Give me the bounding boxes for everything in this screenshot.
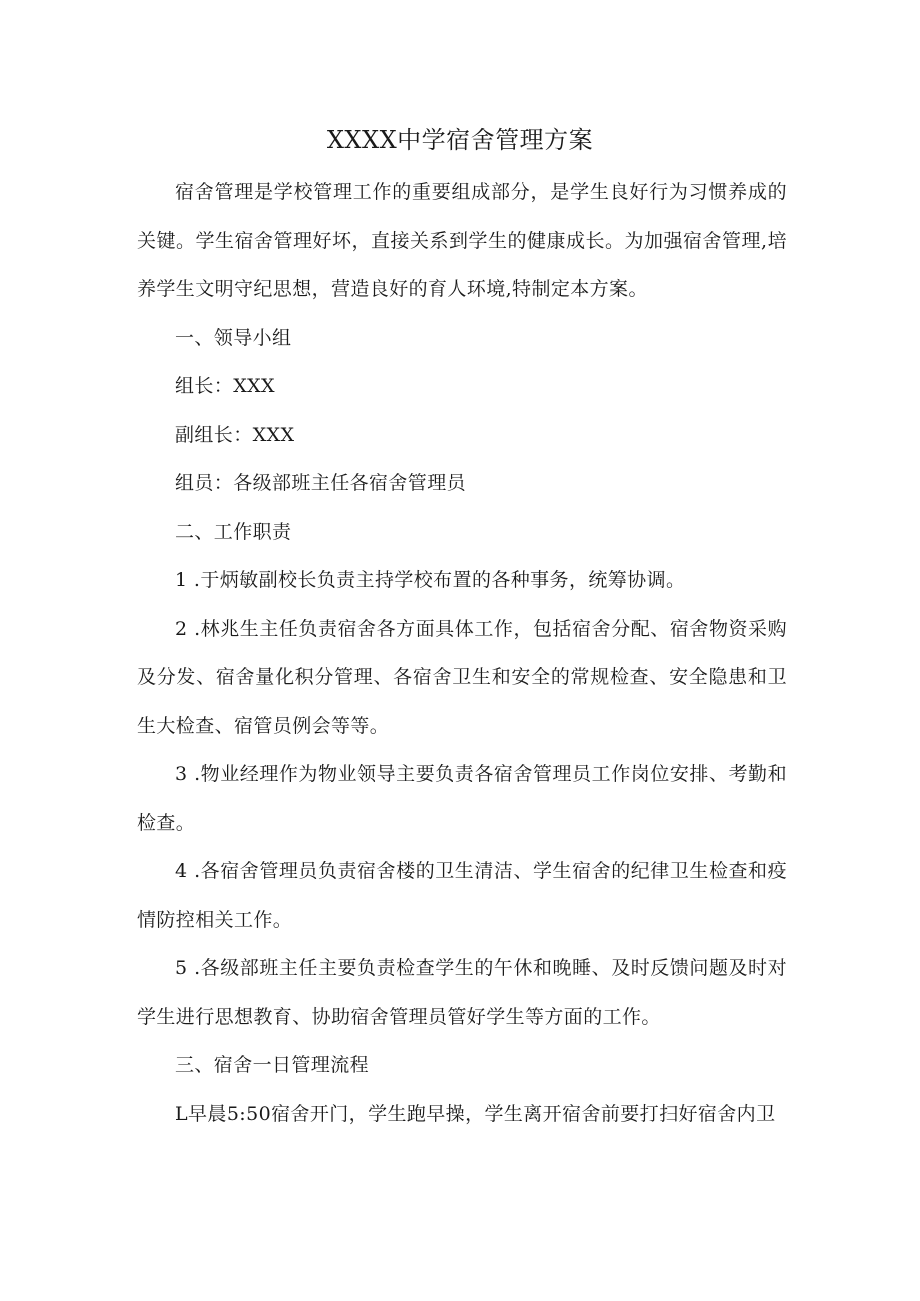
section-heading-duties: 二、工作职责 <box>175 520 292 543</box>
deputy-leader-line: 副组长：XXX <box>175 423 295 446</box>
document-body <box>137 168 787 1138</box>
process-item-1: L早晨5:50宿舍开门，学生跑早操，学生离开宿舍前要打扫好宿舍内卫 <box>175 1102 776 1125</box>
leader-line: 组长：XXX <box>175 375 275 397</box>
document-title: XXXX中学宿舍管理方案 <box>326 126 594 154</box>
section-heading-leadership: 一、领导小组 <box>175 326 292 349</box>
intro-paragraph: 宿舍管理是学校管理工作的重要组成部分，是学生良好行为习惯养成的关键。学生宿舍管理好坏，直接关系到学生的健康成长。为加强宿舍管理,培养学生文明守纪思想，营造良好的育人环境,特制定本方案。 <box>137 181 787 300</box>
members-line: 组员：各级部班主任各宿舍管理员 <box>175 472 467 494</box>
section-heading-daily-process: 三、宿舍一日管理流程 <box>175 1054 370 1076</box>
duty-item-3: 3 .物业经理作为物业领导主要负责各宿舍管理员工作岗位安排、考勤和检查。 <box>137 763 787 834</box>
duty-item-1: 1 .于炳敏副校长负责主持学校布置的各种事务，统筹协调。 <box>175 569 686 591</box>
duty-item-2: 2 .林兆生主任负责宿舍各方面具体工作，包括宿舍分配、宿舍物资采购及分发、宿舍量化积分管理、各宿舍卫生和安全的常规检查、安全隐患和卫生大检查、宿管员例会等等。 <box>137 617 787 737</box>
duty-item-5: 5 .各级部班主任主要负责检查学生的午休和晚睡、及时反馈问题及时对学生进行思想教育、协助宿舍管理员管好学生等方面的工作。 <box>137 957 787 1028</box>
duty-item-4: 4 .各宿舍管理员负责宿舍楼的卫生清洁、学生宿舍的纪律卫生检查和疫情防控相关工作。 <box>137 860 787 931</box>
